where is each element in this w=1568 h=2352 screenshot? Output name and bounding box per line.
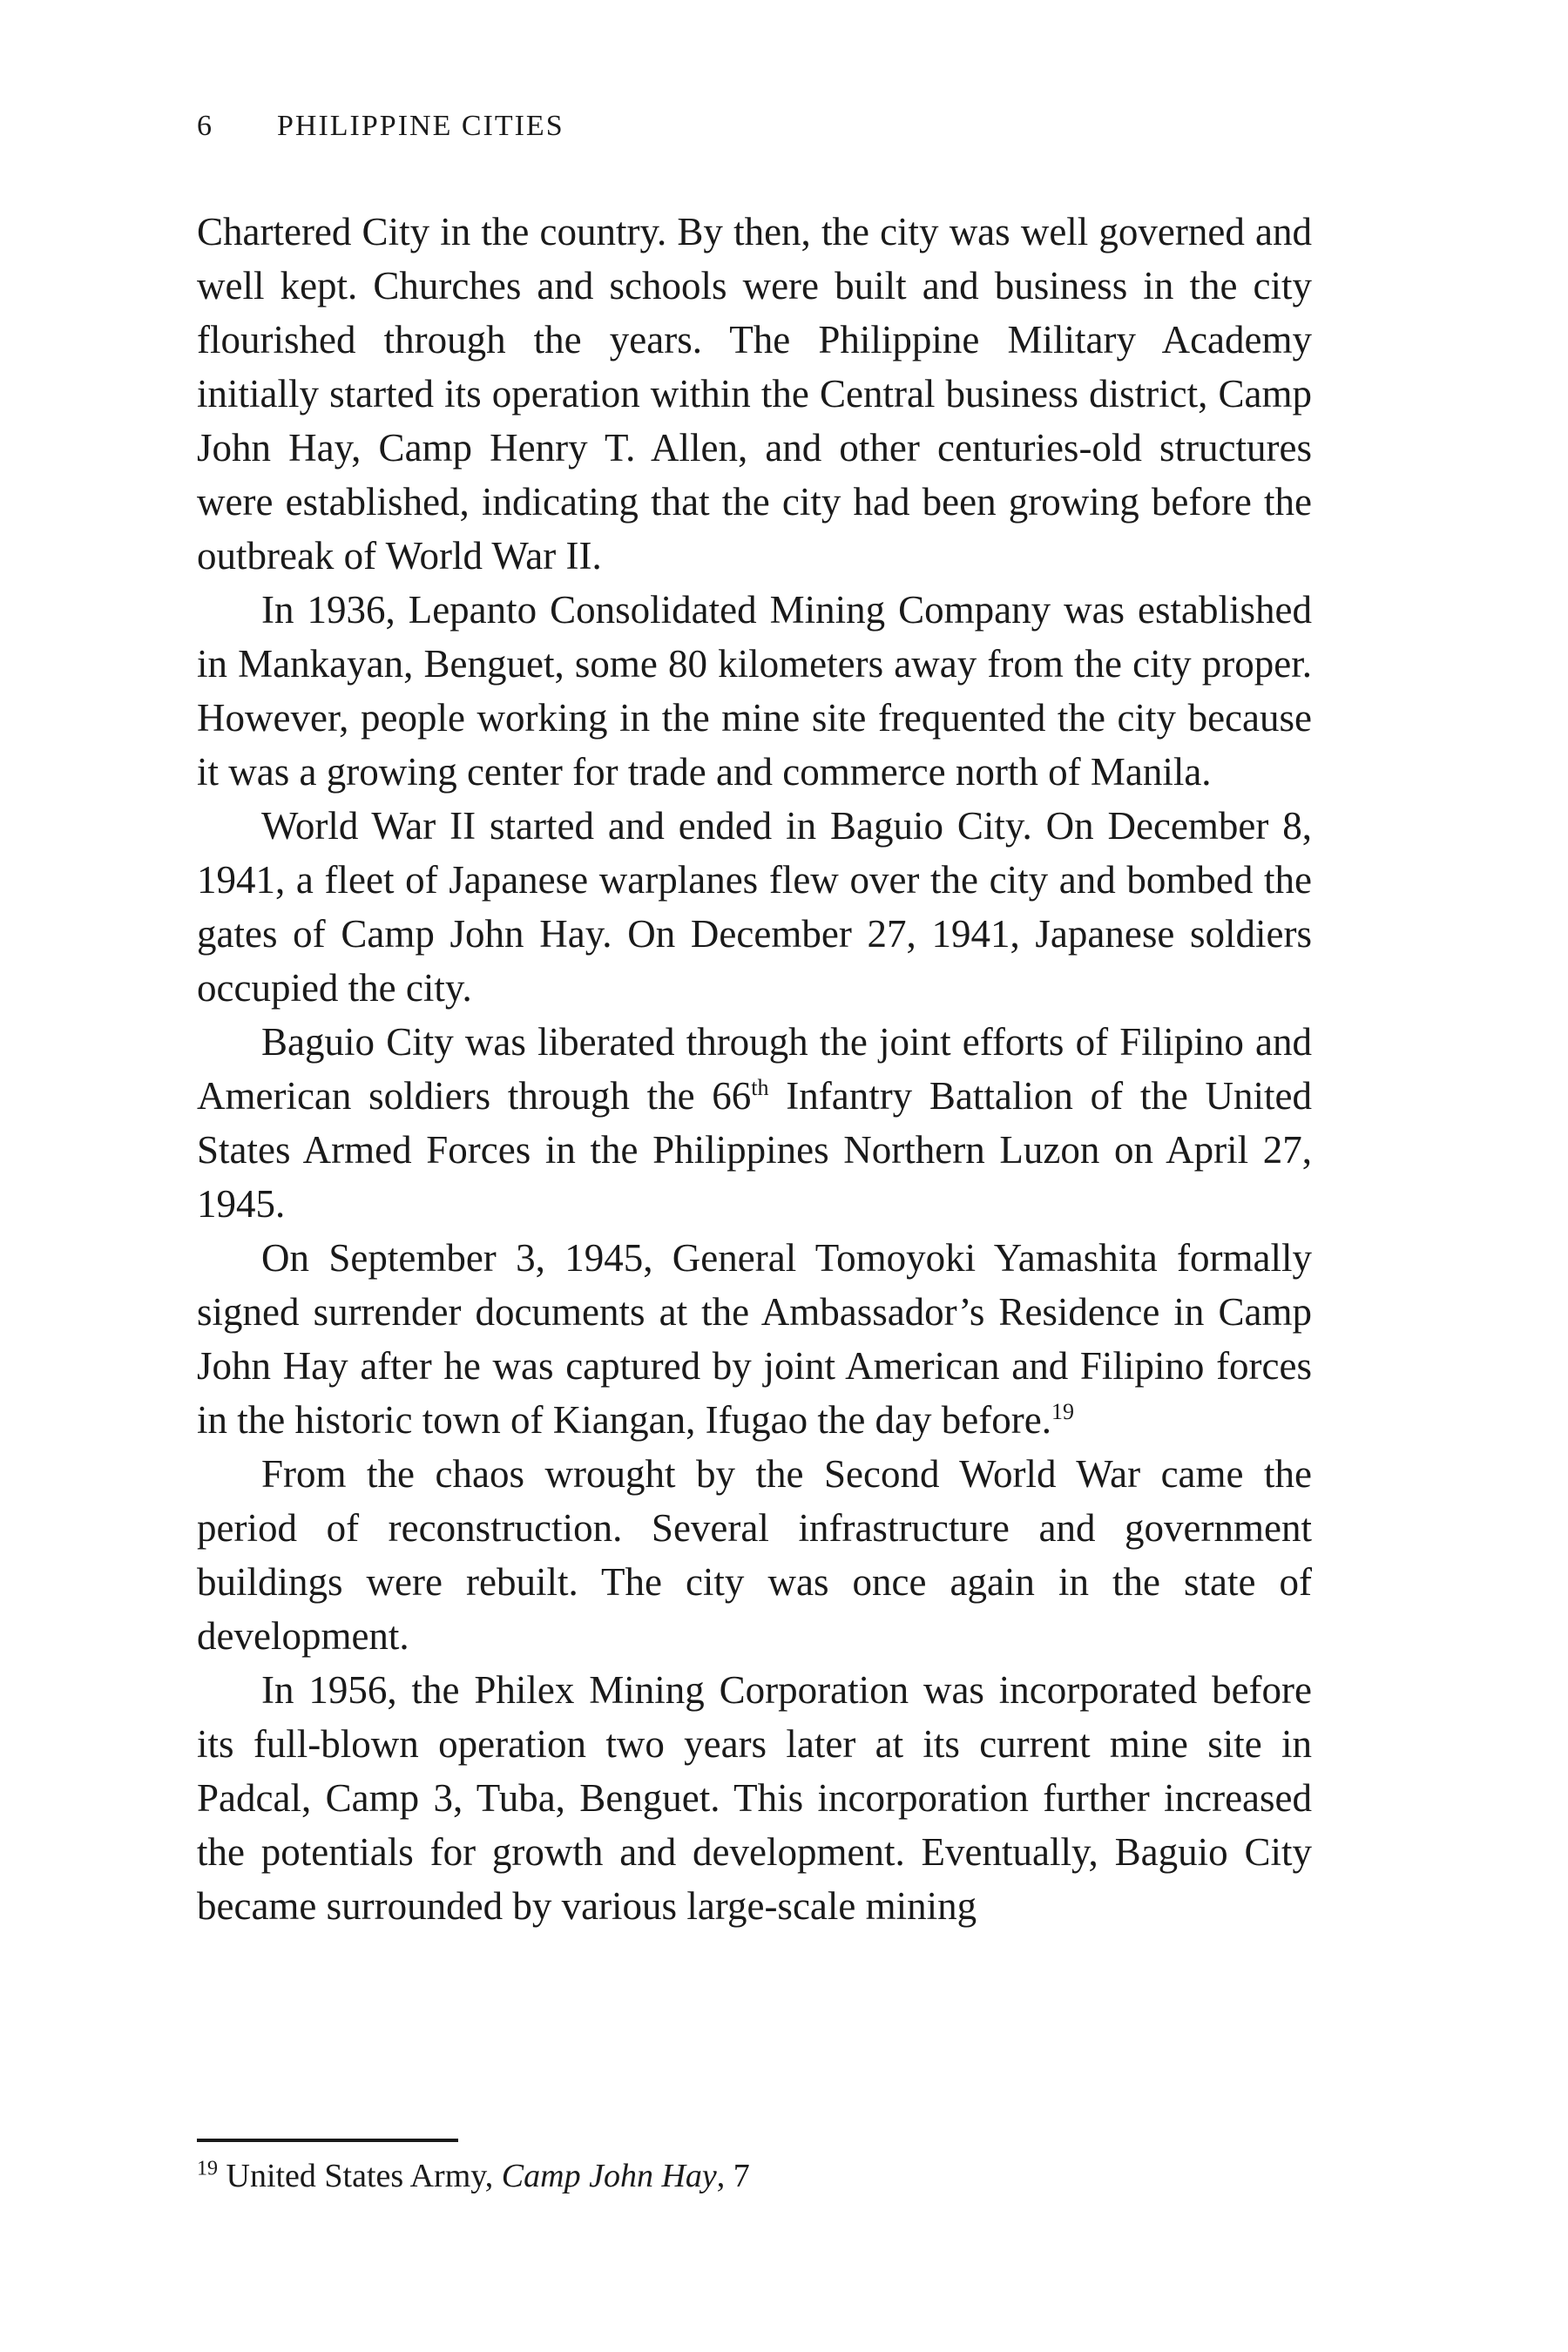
running-title: PHILIPPINE CITIES — [277, 110, 564, 142]
running-head — [197, 105, 564, 148]
paragraph: In 1956, the Philex Mining Corporation was incorporated before its full-blown operation two years later at its current mine site in Padcal, Camp 3, Tuba, Benguet. This incorporation further increased the potentials for growth and development. Eventually, Baguio City became surrounded by various large-scale mining — [197, 1668, 1312, 1928]
footnote-reference[interactable]: 19 — [1051, 1399, 1074, 1424]
paragraph — [197, 1231, 1312, 1447]
paragraph: In 1936, Lepanto Consolidated Mining Company was established in Mankayan, Benguet, some 80 kilometers away from the city proper. However, people working in the mine site frequented the city because it was a growing center for trade and commerce north of Manila. — [197, 588, 1312, 794]
paragraph — [197, 1015, 1312, 1231]
footnote-number: 19 — [197, 2157, 218, 2180]
footnote-text: , 7 — [716, 2158, 750, 2194]
paragraph-text: Baguio City was liberated through the joint efforts of Filipino and American soldiers through the 66 — [197, 1020, 1312, 1118]
footnote-source-title: Camp John Hay — [501, 2158, 717, 2194]
ordinal-superscript: th — [751, 1075, 769, 1100]
paragraph: World War II started and ended in Baguio City. On December 8, 1941, a fleet of Japanese warplanes flew over the city and bombed the gates of Camp John Hay. On December 27, 1941, Japanese soldiers occupied the city. — [197, 804, 1312, 1010]
paragraph: From the chaos wrought by the Second World War came the period of reconstruction. Several infrastructure and government buildings were rebuilt. The city was once again in the state of development. — [197, 1452, 1312, 1658]
body-text — [197, 205, 1312, 1933]
paragraph: Chartered City in the country. By then, the city was well governed and well kept. Churches and schools were built and business in the city flourished through the years. The Philippine Military Academy initially started its operation within the Central business district, Camp John Hay, Camp Henry T. Allen, and other centuries-old structures were established, indicating that the city had been growing before the outbreak of World War II. — [197, 210, 1312, 578]
paragraph-text: Infantry Battalion of the United States Armed Forces in the Philippines Northern Luzon on April 27, 1945. — [197, 1074, 1313, 1226]
paragraph-text: On September 3, 1945, General Tomoyoki Yamashita formally signed surrender documents at the Ambassador’s Residence in Camp John Hay after he was captured by joint American and Filipino forces in the historic town of Kiangan, Ifugao the day before. — [197, 1236, 1312, 1442]
footnote-divider — [197, 2139, 458, 2142]
page-number: 6 — [197, 110, 213, 142]
footnote — [197, 2152, 1312, 2200]
footnote-text: United States Army, — [218, 2158, 502, 2194]
